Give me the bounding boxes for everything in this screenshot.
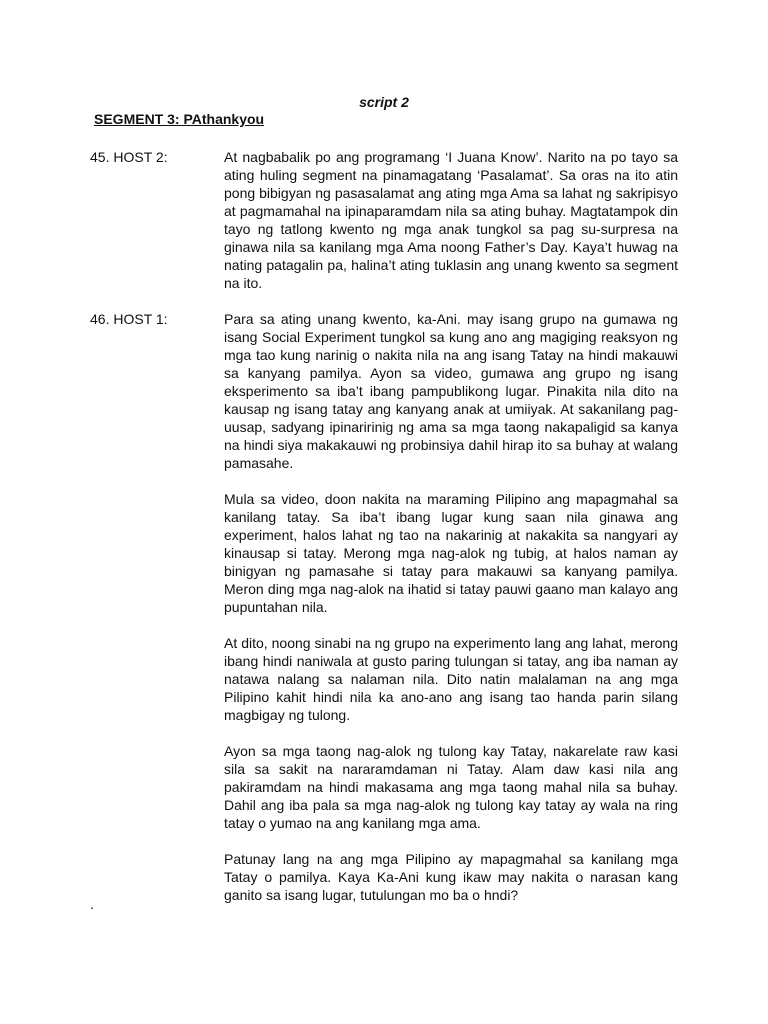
dialogue-text: [224, 310, 678, 922]
dialogue-paragraph: At nagbabalik po ang programang ‘I Juana Know’. Narito na po tayo sa ating huling segment na pinamagatang ‘Pasalamat’. Sa oras na ito atin pong bibigyan ng pasasalamat ang ating mga Ama sa lahat ng sakripisyo at pagmamahal na ipinaparamdam nila sa ating buhay. Magtatampok din tayo ng tatlong kwento ng mga anak tungkol sa pag su-surpresa na ginawa nila sa kanilang mga Ama noong Father’s Day. Kaya’t huwag na nating patagalin pa, halina’t ating tuklasin ang unang kwento sa segment na ito.: [224, 149, 678, 291]
dialogue-paragraph: Ayon sa mga taong nag-alok ng tulong kay Tatay, nakarelate raw kasi sila sa sakit na nararamdaman ni Tatay. Alam daw kasi nila ang pakiramdam na hindi makasama ang mga taong mahal nila sa buhay. Dahil ang iba pala sa mga nag-alok ng tulong kay tatay ay wala na ring tatay o yumao na ang kanilang mga ama.: [224, 743, 678, 831]
dialogue-paragraph: Para sa ating unang kwento, ka-Ani. may isang grupo na gumawa ng isang Social Experiment tungkol sa kung ano ang magiging reaksyon ng mga tao kung narinig o nakita nila na ang isang Tatay na hindi makauwi sa kanyang pamilya. Ayon sa video, gumawa ang grupo ng isang eksperimento sa iba’t ibang pampublikong lugar. Pinakita nila dito na kausap ng isang tatay ang kanyang anak at umiiyak. At sakanilang pag-uusap, sadyang ipinaririnig ng ama sa mga taong nakapaligid sa kanya na hindi siya makakauwi ng probinsiya dahil hirap ito sa buhay at walang pamasahe.: [224, 311, 678, 471]
dialogue-paragraph: Patunay lang na ang mga Pilipino ay mapagmahal sa kanilang mga Tatay o pamilya. Kaya Ka-Ani kung ikaw may nakita o narasan kang ganito sa isang lugar, tutulungan mo ba o hndi?: [224, 851, 678, 903]
stray-mark: .: [90, 896, 94, 912]
script-title-text: script 2: [359, 94, 409, 110]
script-title: [0, 94, 768, 110]
speaker-label: 45. HOST 2:: [90, 149, 168, 165]
segment-heading: SEGMENT 3: PAthankyou: [94, 111, 265, 127]
dialogue-paragraph: At dito, noong sinabi na ng grupo na experimento lang ang lahat, merong ibang hindi naniwala at gusto paring tulungan si tatay, ang iba naman ay natawa nalang sa nalaman nila. Dito natin malalaman na ang mga Pilipino kahit hindi nila ka ano-ano ang isang tao handa parin silang magbigay ng tulong.: [224, 635, 678, 723]
dialogue-text: [224, 148, 678, 310]
speaker-label: 46. HOST 1:: [90, 311, 168, 327]
dialogue-paragraph: Mula sa video, doon nakita na maraming Pilipino ang mapagmahal sa kanilang tatay. Sa iba’t ibang lugar kung saan nila ginawa ang experiment, halos lahat ng tao na nakarinig at nakakita sa nangyari ay kinausap si tatay. Merong mga nag-alok ng tubig, at halos naman ay binigyan ng pamasahe si tatay para makauwi sa kanyang pamilya. Meron ding mga nag-alok na ihatid si tatay pauwi gaano man kalayo ang pupuntahan nila.: [224, 491, 678, 615]
